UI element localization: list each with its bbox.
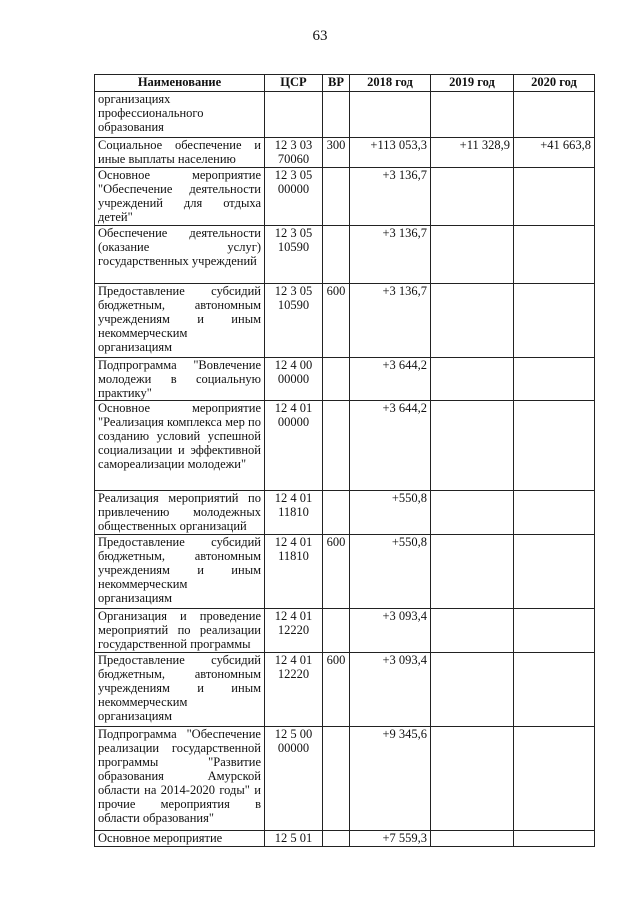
table-row: [95, 609, 595, 653]
header-csr: ЦСР: [265, 75, 323, 92]
row-2019: [431, 284, 514, 358]
row-name: Подпрограмма "Обеспечение реализации государственной программы "Развитие образования Амурской области на 2014-2020 годы" и прочие мероприятия в области образования": [95, 727, 265, 831]
row-2018: +3 644,2: [350, 401, 431, 491]
page-number: 63: [312, 28, 328, 44]
row-name: Реализация мероприятий по привлечению молодежных общественных организаций: [95, 491, 265, 535]
row-2018: +3 136,7: [350, 226, 431, 284]
row-2018: +3 136,7: [350, 284, 431, 358]
row-vr: [323, 401, 350, 491]
row-csr: [265, 92, 323, 138]
row-csr: 12 4 00 00000: [265, 358, 323, 401]
row-2019: +11 328,9: [431, 138, 514, 168]
row-2020: [514, 831, 595, 847]
table-row: [95, 535, 595, 609]
row-2020: +41 663,8: [514, 138, 595, 168]
row-name: Предоставление субсидий бюджетным, автономным учреждениям и иным некоммерческим организациям: [95, 284, 265, 358]
row-csr: 12 4 01 00000: [265, 401, 323, 491]
row-2020: [514, 284, 595, 358]
row-vr: 600: [323, 535, 350, 609]
row-csr: 12 5 01: [265, 831, 323, 847]
row-csr: 12 3 03 70060: [265, 138, 323, 168]
header-2018: 2018 год: [350, 75, 431, 92]
row-2020: [514, 535, 595, 609]
table-row: [95, 284, 595, 358]
row-vr: [323, 491, 350, 535]
row-csr: 12 3 05 10590: [265, 226, 323, 284]
header-2020: 2020 год: [514, 75, 595, 92]
row-vr: [323, 831, 350, 847]
table-row: [95, 401, 595, 491]
row-2019: [431, 92, 514, 138]
row-2019: [431, 491, 514, 535]
row-csr: 12 4 01 11810: [265, 491, 323, 535]
table-header-row: [95, 75, 595, 92]
row-csr: 12 3 05 00000: [265, 168, 323, 226]
row-2020: [514, 401, 595, 491]
row-csr: 12 4 01 12220: [265, 609, 323, 653]
row-2019: [431, 653, 514, 727]
table-row: [95, 138, 595, 168]
row-2019: [431, 358, 514, 401]
row-vr: [323, 727, 350, 831]
row-csr: 12 3 05 10590: [265, 284, 323, 358]
row-2019: [431, 226, 514, 284]
row-name: организациях профессионального образования: [95, 92, 265, 138]
row-2020: [514, 609, 595, 653]
row-2018: +9 345,6: [350, 727, 431, 831]
row-name: Организация и проведение мероприятий по реализации государственной программы: [95, 609, 265, 653]
row-vr: 600: [323, 653, 350, 727]
row-csr: 12 4 01 12220: [265, 653, 323, 727]
row-name: Социальное обеспечение и иные выплаты населению: [95, 138, 265, 168]
table-row: [95, 653, 595, 727]
row-vr: 600: [323, 284, 350, 358]
header-vr: ВР: [323, 75, 350, 92]
row-name: Подпрограмма "Вовлечение молодежи в социальную практику": [95, 358, 265, 401]
header-name: Наименование: [95, 75, 265, 92]
row-csr: 12 5 00 00000: [265, 727, 323, 831]
row-2019: [431, 831, 514, 847]
row-2019: [431, 168, 514, 226]
row-2020: [514, 727, 595, 831]
row-name: Основное мероприятие: [95, 831, 265, 847]
row-2018: +3 093,4: [350, 653, 431, 727]
row-vr: [323, 358, 350, 401]
table-row: [95, 92, 595, 138]
row-name: Основное мероприятие "Реализация комплекса мер по созданию условий успешной социализации и эффективной самореализации молодежи": [95, 401, 265, 491]
row-2018: +113 053,3: [350, 138, 431, 168]
row-2019: [431, 535, 514, 609]
row-2018: +550,8: [350, 491, 431, 535]
table-row: [95, 168, 595, 226]
header-2019: 2019 год: [431, 75, 514, 92]
row-2019: [431, 609, 514, 653]
row-vr: [323, 226, 350, 284]
row-name: Предоставление субсидий бюджетным, автономным учреждениям и иным некоммерческим организациям: [95, 653, 265, 727]
table-row: [95, 491, 595, 535]
row-2020: [514, 92, 595, 138]
row-2018: [350, 92, 431, 138]
table-row: [95, 727, 595, 831]
table-row: [95, 226, 595, 284]
row-csr: 12 4 01 11810: [265, 535, 323, 609]
table-row: [95, 831, 595, 847]
row-vr: [323, 168, 350, 226]
row-2020: [514, 491, 595, 535]
row-2020: [514, 226, 595, 284]
row-vr: [323, 92, 350, 138]
row-2018: +7 559,3: [350, 831, 431, 847]
row-name: Основное мероприятие "Обеспечение деятельности учреждений для отдыха детей": [95, 168, 265, 226]
row-2019: [431, 401, 514, 491]
row-name: Обеспечение деятельности (оказание услуг) государственных учреждений: [95, 226, 265, 284]
row-vr: [323, 609, 350, 653]
row-2020: [514, 653, 595, 727]
row-2018: +3 644,2: [350, 358, 431, 401]
budget-table: [94, 74, 595, 847]
row-2020: [514, 358, 595, 401]
table-row: [95, 358, 595, 401]
row-2018: +3 136,7: [350, 168, 431, 226]
row-2018: +550,8: [350, 535, 431, 609]
row-2020: [514, 168, 595, 226]
row-vr: 300: [323, 138, 350, 168]
row-2018: +3 093,4: [350, 609, 431, 653]
row-2019: [431, 727, 514, 831]
row-name: Предоставление субсидий бюджетным, автономным учреждениям и иным некоммерческим организациям: [95, 535, 265, 609]
